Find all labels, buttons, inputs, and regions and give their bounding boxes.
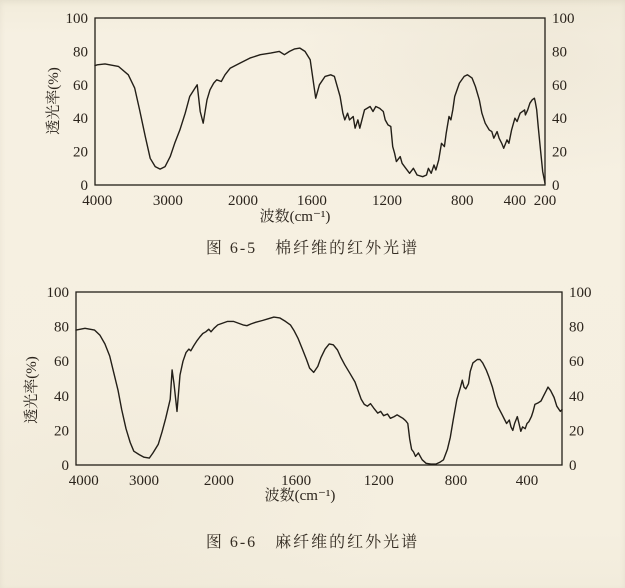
y-tick-label-left: 60 — [73, 77, 88, 94]
x-tick-label: 1200 — [363, 473, 394, 489]
plot-frame — [95, 18, 545, 185]
x-tick-label: 2000 — [203, 473, 234, 489]
x-tick-label: 3000 — [129, 473, 160, 489]
y-tick-label-left: 20 — [54, 423, 69, 440]
y-tick-label-left: 0 — [61, 458, 69, 474]
x-axis-title: 波数(cm⁻¹) — [259, 209, 331, 225]
x-tick-label: 200 — [533, 193, 557, 209]
x-tick-label: 1600 — [281, 473, 312, 489]
x-tick-label: 2000 — [228, 193, 259, 209]
y-tick-label-right: 0 — [569, 458, 577, 474]
y-tick-label-right: 80 — [552, 44, 567, 61]
y-tick-label-right: 60 — [569, 354, 584, 371]
x-tick-label: 400 — [515, 473, 539, 489]
y-tick-label-left: 40 — [54, 388, 69, 405]
y-tick-label-right: 100 — [552, 11, 575, 27]
y-axis-title: 透光率(%) — [46, 67, 62, 135]
y-tick-label-right: 100 — [569, 285, 592, 301]
x-tick-label: 4000 — [68, 473, 99, 489]
y-tick-label-left: 0 — [80, 178, 88, 194]
y-tick-label-right: 60 — [552, 77, 567, 94]
y-tick-label-left: 60 — [54, 354, 69, 371]
x-axis-title: 波数(cm⁻¹) — [264, 488, 336, 504]
y-tick-label-left: 20 — [73, 144, 88, 161]
y-tick-label-left: 100 — [46, 285, 69, 301]
y-tick-label-left: 100 — [65, 11, 88, 27]
x-tick-label: 1200 — [372, 193, 403, 209]
figure-6-6-caption: 图 6-6 麻纤维的红外光谱 — [205, 534, 420, 551]
y-tick-label-left: 80 — [73, 44, 88, 61]
x-tick-label: 800 — [450, 193, 474, 209]
spectrum-curve-棉纤维 — [95, 48, 545, 183]
y-tick-label-left: 40 — [73, 111, 88, 128]
y-tick-label-right: 20 — [569, 423, 584, 440]
figure-6-5-caption: 图 6-5 棉纤维的红外光谱 — [205, 240, 420, 257]
x-tick-label: 3000 — [152, 193, 183, 209]
x-tick-label: 4000 — [82, 193, 113, 209]
y-tick-label-right: 40 — [552, 111, 567, 128]
y-tick-label-left: 80 — [54, 319, 69, 336]
y-axis-title: 透光率(%) — [24, 356, 40, 424]
x-tick-label: 800 — [444, 473, 468, 489]
x-tick-label: 1600 — [296, 193, 327, 209]
y-tick-label-right: 0 — [552, 178, 560, 194]
x-tick-label: 400 — [503, 193, 527, 209]
spectrum-curve-麻纤维 — [76, 317, 562, 464]
y-tick-label-right: 20 — [552, 144, 567, 161]
y-tick-label-right: 40 — [569, 388, 584, 405]
y-tick-label-right: 80 — [569, 319, 584, 336]
